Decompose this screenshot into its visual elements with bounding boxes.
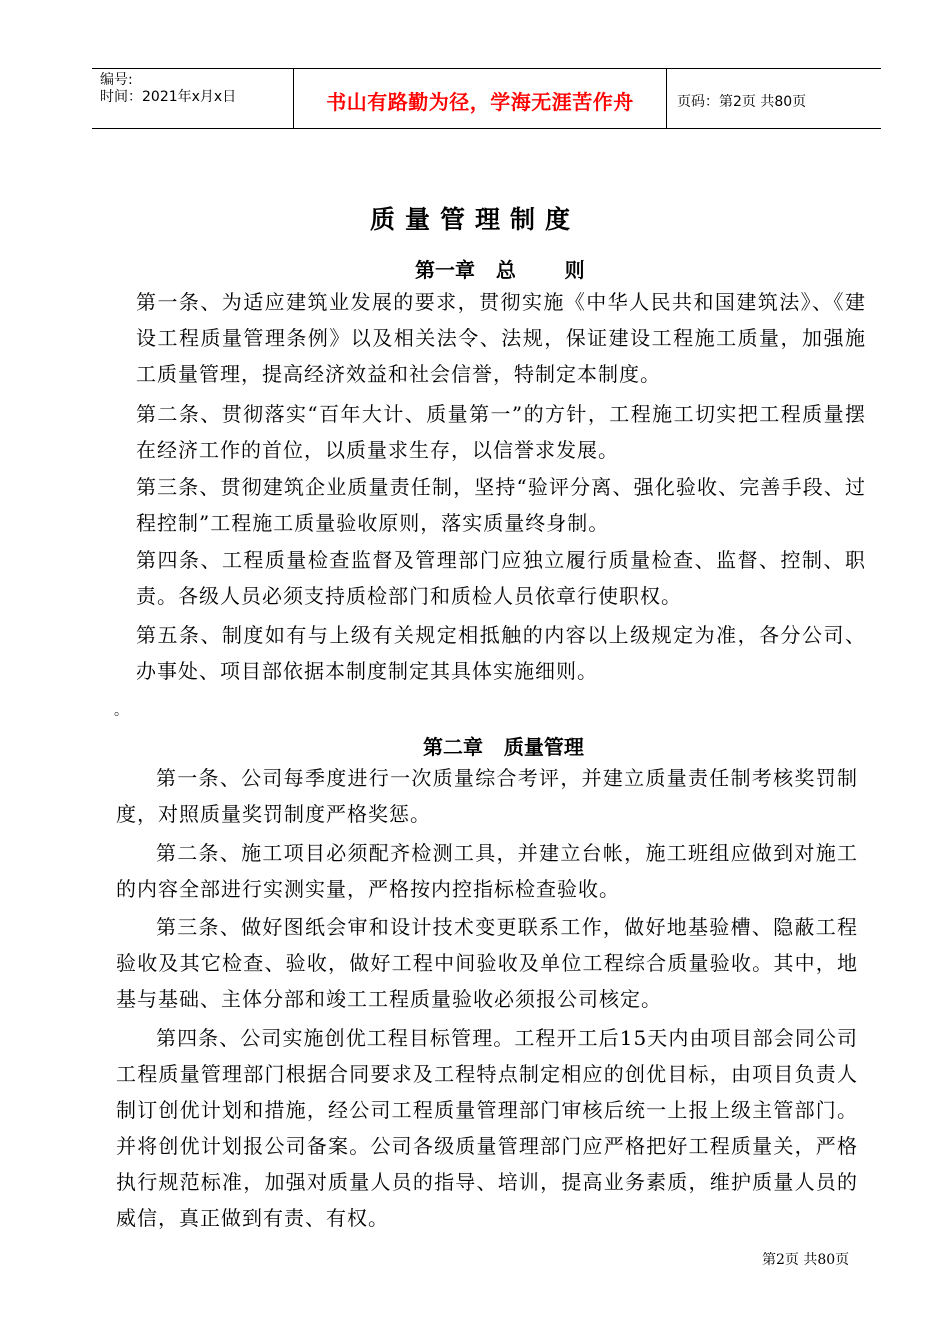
page-header	[92, 68, 881, 129]
chapter-2-heading: 第二章 质量管理	[423, 735, 584, 759]
chapter-1-article-1: 第一条、为适应建筑业发展的要求，贯彻实施《中华人民共和国建筑法》、《建设工程质量管理条例》以及相关法令、法规，保证建设工程施工质量，加强施工质量管理，提高经济效益和社会信誉，特制定本制度。	[136, 290, 866, 386]
chapter-2-article-1: 第一条、公司每季度进行一次质量综合考评，并建立质量责任制考核奖罚制度，对照质量奖罚制度严格奖惩。	[116, 766, 858, 826]
footer-page-info: 第2页 共80页	[762, 1252, 850, 1268]
number-label: 编号:	[100, 72, 133, 88]
separator-dot: 。	[114, 703, 128, 719]
header-divider	[666, 69, 667, 128]
chapter-1-article-2: 第二条、贯彻落实“百年大计、质量第一”的方针，工程施工切实把工程质量摆在经济工作的首位，以质量求生存，以信誉求发展。	[136, 402, 866, 462]
chapter-2-article-4: 第四条、公司实施创优工程目标管理。工程开工后15天内由项目部会同公司工程质量管理部门根据合同要求及工程特点制定相应的创优目标，由项目负责人制订创优计划和措施，经公司工程质量管理部门审核后统一上报上级主管部门。并将创优计划报公司备案。公司各级质量管理部门应严格把好工程质量关，严格执行规范标准，加强对质量人员的指导、培训，提高业务素质，维护质量人员的威信，真正做到有责、有权。	[116, 1026, 858, 1230]
chapter-2-article-2: 第二条、施工项目必须配齐检测工具，并建立台帐，施工班组应做到对施工的内容全部进行实测实量，严格按内控指标检查验收。	[116, 841, 858, 901]
document-title: 质量管理制度	[369, 205, 580, 234]
chapter-1-heading: 第一章 总 则	[415, 258, 585, 282]
chapter-2-article-3: 第三条、做好图纸会审和设计技术变更联系工作，做好地基验槽、隐蔽工程验收及其它检查、验收，做好工程中间验收及单位工程综合质量验收。其中，地基与基础、主体分部和竣工工程质量验收必须报公司核定。	[116, 915, 858, 1011]
time-label: 时间：2021年x月x日	[100, 89, 237, 105]
header-meta	[100, 72, 236, 106]
chapter-1-article-4: 第四条、工程质量检查监督及管理部门应独立履行质量检查、监督、控制、职责。各级人员必须支持质检部门和质检人员依章行使职权。	[136, 548, 866, 608]
header-motto: 书山有路勤为径，学海无涯苦作舟	[326, 90, 634, 114]
chapter-1-article-3: 第三条、贯彻建筑企业质量责任制，坚持“验评分离、强化验收、完善手段、过程控制”工程施工质量验收原则，落实质量终身制。	[136, 475, 866, 535]
chapter-1-article-5: 第五条、制度如有与上级有关规定相抵触的内容以上级规定为准，各分公司、办事处、项目部依据本制度制定其具体实施细则。	[136, 623, 866, 683]
header-page-info: 页码：第2页 共80页	[677, 94, 807, 110]
